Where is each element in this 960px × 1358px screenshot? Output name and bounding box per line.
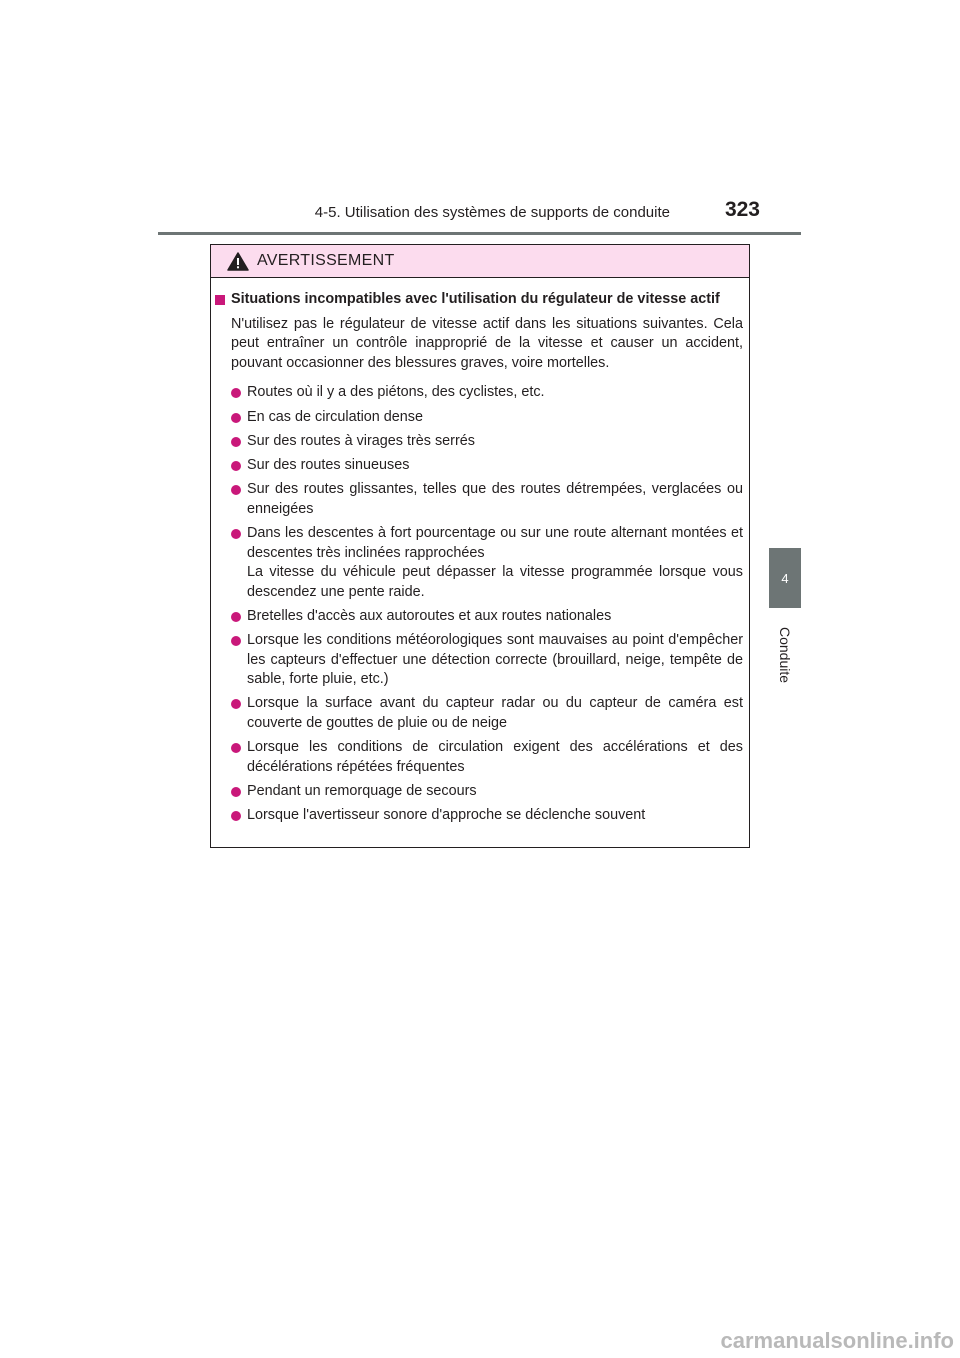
round-bullet-icon (231, 811, 241, 821)
chapter-tab (769, 548, 801, 608)
list-item-text: Dans les descentes à fort pourcentage ou sur une route alternant montées et descentes très inclinées rapprochées (247, 524, 743, 561)
warning-header (211, 245, 749, 278)
warning-intro: N'utilisez pas le régulateur de vitesse actif dans les situations suivantes. Cela peut entraîner un contrôle inapproprié de la vitesse et causer un accident, pouvant occasionner des blessures graves, voire mortelles. (231, 315, 743, 371)
list-item (231, 432, 743, 452)
warning-box (210, 244, 750, 848)
situation-list (215, 383, 743, 825)
header-divider (158, 232, 801, 235)
list-item-body (247, 782, 743, 802)
round-bullet-icon (231, 636, 241, 646)
watermark: carmanualsonline.info (720, 1328, 954, 1353)
list-item (231, 408, 743, 428)
round-bullet-icon (231, 529, 241, 539)
section-title: Situations incompatibles avec l'utilisation du régulateur de vitesse actif (231, 291, 720, 307)
round-bullet-icon (231, 743, 241, 753)
warning-body (211, 278, 749, 826)
round-bullet-icon (231, 437, 241, 447)
list-item-text: Sur des routes sinueuses (247, 456, 410, 473)
chapter-label-container (770, 620, 800, 690)
list-item-body (247, 738, 743, 777)
list-item-text: Bretelles d'accès aux autoroutes et aux routes nationales (247, 607, 612, 624)
list-item (231, 694, 743, 733)
page-number: 323 (724, 198, 760, 221)
header-section-title: 4-5. Utilisation des systèmes de supports de conduite (314, 204, 670, 221)
list-item (231, 738, 743, 777)
round-bullet-icon (231, 388, 241, 398)
list-item-text: Lorsque l'avertisseur sonore d'approche se déclenche souvent (247, 807, 646, 824)
list-item-body (247, 694, 743, 733)
list-item-text: Sur des routes à virages très serrés (247, 432, 475, 449)
chapter-number: 4 (781, 570, 789, 586)
list-item-note: La vitesse du véhicule peut dépasser la vitesse programmée lorsque vous descendez une pente raide. (247, 564, 743, 600)
list-item (231, 782, 743, 802)
list-item-text: Lorsque les conditions de circulation exigent des accélérations et des décélérations répétées fréquentes (247, 739, 743, 775)
list-item-body (247, 383, 743, 403)
list-item-text: En cas de circulation dense (247, 408, 423, 425)
chapter-label: Conduite (777, 626, 793, 684)
list-item-body (247, 607, 743, 627)
list-item-text: Lorsque les conditions météorologiques sont mauvaises au point d'empêcher les capteurs d'effectuer une détection correcte (brouillard, neige, tempête de sable, forte pluie, etc.) (247, 632, 743, 688)
round-bullet-icon (231, 612, 241, 622)
round-bullet-icon (231, 699, 241, 709)
list-item-text: Pendant un remorquage de secours (247, 783, 477, 799)
list-item-text: Routes où il y a des piétons, des cyclistes, etc. (247, 384, 545, 401)
list-item-body (247, 524, 743, 602)
list-item-body (247, 456, 743, 476)
warning-triangle-icon (227, 252, 249, 271)
list-item-body (247, 432, 743, 452)
section-heading (215, 290, 743, 310)
list-item (231, 607, 743, 627)
list-item (231, 456, 743, 476)
list-item-body (247, 631, 743, 690)
list-item (231, 631, 743, 690)
list-item-body (247, 480, 743, 519)
round-bullet-icon (231, 461, 241, 471)
round-bullet-icon (231, 485, 241, 495)
round-bullet-icon (231, 413, 241, 423)
list-item-body (247, 806, 743, 826)
list-item-text: Sur des routes glissantes, telles que des routes détrempées, verglacées ou enneigées (247, 481, 743, 517)
list-item-body (247, 408, 743, 428)
warning-title: AVERTISSEMENT (257, 252, 395, 269)
square-bullet-icon (215, 295, 225, 305)
list-item (231, 524, 743, 602)
list-item (231, 480, 743, 519)
list-item (231, 806, 743, 826)
list-item (231, 383, 743, 403)
round-bullet-icon (231, 787, 241, 797)
list-item-text: Lorsque la surface avant du capteur radar ou du capteur de caméra est couverte de gouttes de pluie ou de neige (247, 695, 743, 732)
